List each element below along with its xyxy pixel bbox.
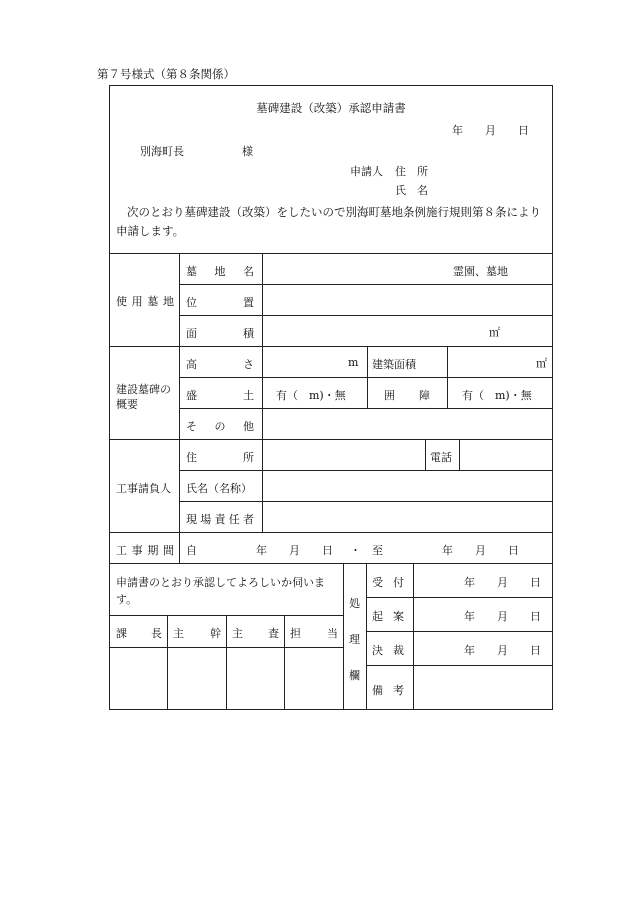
label-char: 土: [243, 389, 254, 402]
contractor-name-label: 氏名（名称）: [186, 482, 252, 495]
monument-section-label-cont: 概要: [116, 398, 138, 411]
divider: [284, 615, 285, 710]
label-char: 考: [393, 684, 404, 697]
period-label: [116, 542, 174, 558]
cemetery-location-label: [186, 294, 254, 310]
contractor-section-label: 工事請負人: [116, 482, 171, 495]
contractor-address-label: [186, 449, 254, 465]
label-char: 積: [243, 327, 254, 340]
decision-date: 年 月 日: [464, 644, 541, 657]
divider: [179, 377, 553, 378]
period-separator: ・: [350, 544, 361, 557]
label-char: 主: [173, 627, 184, 640]
label-char: 所: [243, 451, 254, 464]
label-char: 課: [116, 627, 127, 640]
label-char: 置: [243, 296, 254, 309]
label-char: 受: [372, 576, 383, 589]
cemetery-type-text: 霊園、墓地: [453, 265, 508, 278]
label-char: 現: [186, 513, 197, 526]
divider: [179, 470, 553, 471]
period-to-label: 至: [372, 544, 383, 557]
application-statement: 次のとおり墓碑建設（改築）をしたいので別海町墓地条例施行規則第８条により: [127, 205, 541, 219]
divider: [413, 563, 414, 710]
form-number-label: 第７号様式（第８条関係）: [97, 67, 235, 81]
monument-section-label: 建設墓碑の: [116, 383, 171, 396]
label-char: 囲: [384, 389, 395, 402]
label-char: 備: [372, 684, 383, 697]
label-char: の: [214, 420, 226, 433]
label-char: 地: [162, 295, 174, 308]
receipt-date: 年 月 日: [464, 576, 541, 589]
cemetery-name-label: [186, 263, 254, 279]
label-char: 場: [200, 513, 212, 526]
step-remarks-label: [372, 682, 404, 698]
role-section-chief: [116, 625, 162, 641]
step-draft-label: [372, 608, 404, 624]
label-char: 地: [214, 265, 226, 278]
contractor-phone-label: 電話: [430, 451, 452, 464]
application-date: 年 月 日: [452, 124, 529, 137]
label-char: 住: [186, 451, 197, 464]
processing-char-2: 理: [349, 633, 360, 646]
label-char: 障: [419, 389, 430, 402]
fence-value: 有（ m)・無: [462, 389, 532, 402]
label-char: 位: [186, 296, 197, 309]
divider: [109, 346, 553, 347]
divider: [366, 563, 367, 710]
divider: [226, 615, 227, 710]
label-char: 長: [151, 627, 162, 640]
period-from-label: 自: [186, 544, 197, 557]
divider: [109, 439, 553, 440]
applicant-name-label: 氏 名: [395, 184, 428, 197]
applicant-label: 申請人: [350, 165, 383, 178]
cemetery-area-label: [186, 325, 254, 341]
approval-request-text: 申請書のとおり承認してよろしいか伺いま: [116, 576, 325, 589]
fence-label: [384, 387, 430, 403]
period-end-date: 年 月 日: [442, 544, 519, 557]
divider: [425, 439, 426, 470]
label-char: 責: [214, 513, 226, 526]
divider: [109, 253, 553, 254]
other-label: [186, 418, 254, 434]
divider: [109, 563, 553, 564]
label-char: 用: [131, 295, 143, 308]
form-title: 墓碑建設（改築）承認申請書: [256, 101, 406, 115]
label-char: 当: [327, 627, 338, 640]
label-char: 主: [232, 627, 243, 640]
mound-value: 有（ m)・無: [276, 389, 346, 402]
label-char: 裁: [393, 644, 404, 657]
building-area-label: 建築面積: [372, 358, 416, 371]
step-receipt-label: [372, 574, 404, 590]
divider: [167, 615, 168, 710]
processing-char-1: 処: [349, 597, 360, 610]
divider: [447, 346, 448, 408]
processing-char-3: 欄: [349, 669, 360, 682]
role-senior-staff: [232, 625, 279, 641]
application-statement-cont: 申請します。: [116, 224, 185, 238]
divider: [179, 408, 553, 409]
role-chief-manager: [173, 625, 221, 641]
label-char: 墓: [186, 265, 197, 278]
label-char: 面: [186, 327, 197, 340]
addressee-honorific: 様: [242, 145, 253, 158]
step-decision-label: [372, 642, 404, 658]
label-char: さ: [243, 358, 254, 371]
role-staff-in-charge: [290, 625, 338, 641]
label-char: 起: [372, 610, 383, 623]
label-char: 期: [147, 544, 159, 557]
period-start-date: 年 月 日: [256, 544, 333, 557]
site-supervisor-label: [186, 511, 254, 527]
label-char: 盛: [186, 389, 197, 402]
building-area-unit: ㎡: [536, 357, 547, 370]
divider: [179, 253, 180, 563]
label-char: 決: [372, 644, 383, 657]
label-char: 間: [162, 544, 174, 557]
applicant-address-label: 住 所: [395, 165, 428, 178]
area-unit: ㎡: [489, 326, 500, 339]
label-char: そ: [186, 420, 197, 433]
divider: [109, 532, 553, 533]
label-char: 事: [131, 544, 143, 557]
divider: [262, 253, 263, 532]
height-unit: m: [348, 356, 359, 369]
divider: [366, 665, 553, 666]
height-label: [186, 356, 254, 372]
processing-column-label: [343, 595, 366, 683]
mound-label: [186, 387, 254, 403]
label-char: 付: [393, 576, 404, 589]
draft-date: 年 月 日: [464, 610, 541, 623]
divider: [179, 284, 553, 285]
label-char: 工: [116, 544, 127, 557]
addressee: 別海町長: [140, 145, 184, 158]
label-char: 高: [186, 358, 197, 371]
divider: [366, 631, 553, 632]
label-char: 墓: [147, 295, 159, 308]
label-char: 幹: [210, 627, 221, 640]
label-char: 者: [243, 513, 254, 526]
divider: [459, 439, 460, 470]
label-char: 他: [243, 420, 254, 433]
cemetery-section-label: [116, 293, 174, 309]
label-char: 担: [290, 627, 301, 640]
approval-request-text-cont: す。: [116, 593, 138, 606]
divider: [367, 346, 368, 408]
label-char: 名: [243, 265, 254, 278]
label-char: 査: [268, 627, 279, 640]
label-char: 使: [116, 295, 127, 308]
label-char: 任: [228, 513, 240, 526]
divider: [366, 597, 553, 598]
label-char: 案: [393, 610, 404, 623]
divider: [179, 315, 553, 316]
divider: [179, 501, 553, 502]
